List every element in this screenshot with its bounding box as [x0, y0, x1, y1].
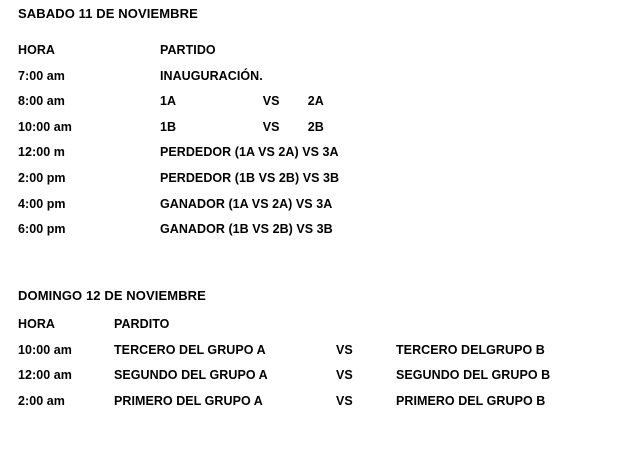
- sunday-schedule: [18, 312, 550, 414]
- row-team-b: [308, 64, 339, 90]
- row-team-b: 2B: [307, 119, 324, 134]
- table-header-row: [18, 312, 550, 338]
- row-time: 2:00 pm: [18, 170, 66, 185]
- table-row: [18, 192, 339, 218]
- row-vs: VS: [262, 119, 280, 134]
- row-time: 2:00 am: [18, 393, 65, 408]
- row-team-a: PERDEDOR (1A VS 2A) VS 3A: [160, 145, 339, 160]
- row-team-a: GANADOR (1A VS 2A) VS 3A: [160, 196, 333, 211]
- table-row: [18, 363, 550, 389]
- table-row: [18, 64, 339, 90]
- row-time: 12:00 m: [18, 145, 65, 160]
- row-time: 4:00 pm: [18, 196, 66, 211]
- row-vs: VS: [336, 393, 353, 408]
- row-team-a: TERCERO DEL GRUPO A: [114, 342, 266, 357]
- sunday-section-title: [18, 288, 206, 303]
- table-row: [18, 338, 550, 364]
- column-header-match: PARDITO: [114, 317, 170, 331]
- row-team-a: INAUGURACIÓN.: [160, 68, 263, 83]
- row-team-a: PERDEDOR (1B VS 2B) VS 3B: [160, 170, 340, 185]
- saturday-title: SABADO 11 DE NOVIEMBRE: [18, 6, 198, 21]
- row-team-a: PRIMERO DEL GRUPO A: [114, 393, 263, 408]
- saturday-table: [18, 38, 339, 243]
- row-team-a: 1A: [160, 94, 177, 109]
- row-vs: [263, 64, 308, 90]
- table-row: [18, 166, 339, 192]
- column-header-match: PARTIDO: [160, 43, 216, 57]
- row-team-b: 2A: [307, 94, 324, 109]
- row-vs: VS: [336, 368, 353, 383]
- row-time: 10:00 am: [18, 342, 72, 357]
- sunday-table: [18, 312, 550, 414]
- row-team-b: SEGUNDO DEL GRUPO B: [396, 368, 551, 383]
- row-time: 7:00 am: [18, 68, 65, 83]
- table-header-row: [18, 38, 339, 64]
- row-team-a: GANADOR (1B VS 2B) VS 3B: [160, 222, 333, 237]
- row-vs: VS: [262, 94, 280, 109]
- saturday-section-title: [18, 6, 198, 21]
- column-header-time: HORA: [18, 317, 56, 331]
- row-time: 6:00 pm: [18, 222, 66, 237]
- row-team-b: TERCERO DELGRUPO B: [396, 342, 545, 357]
- row-team-a: SEGUNDO DEL GRUPO A: [114, 368, 268, 383]
- row-team-a: 1B: [160, 119, 177, 134]
- table-row: [18, 389, 550, 415]
- column-header-time: HORA: [18, 43, 56, 57]
- row-vs: VS: [336, 342, 353, 357]
- row-time: 10:00 am: [18, 119, 72, 134]
- row-time: 12:00 am: [18, 368, 72, 383]
- row-team-b: PRIMERO DEL GRUPO B: [396, 393, 546, 408]
- sunday-title: DOMINGO 12 DE NOVIEMBRE: [18, 288, 206, 303]
- table-row: [18, 89, 339, 115]
- table-row: [18, 115, 339, 141]
- saturday-schedule: [18, 38, 339, 243]
- row-time: 8:00 am: [18, 94, 65, 109]
- table-row: [18, 217, 339, 243]
- table-row: [18, 140, 339, 166]
